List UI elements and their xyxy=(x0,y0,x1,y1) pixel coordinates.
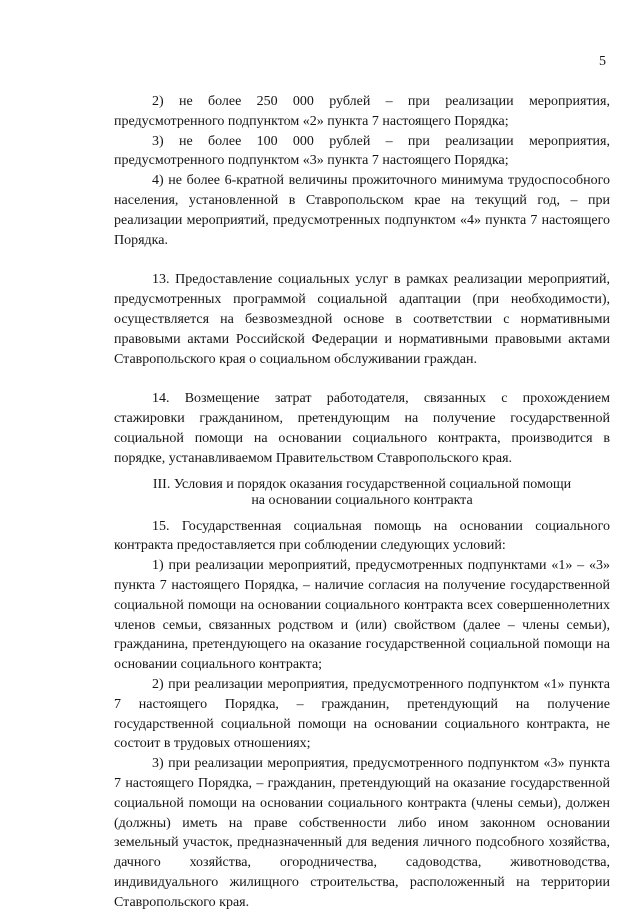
section-heading-line-2: на основании социального контракта xyxy=(251,492,473,508)
paragraph-15-item-3: 3) при реализации мероприятия, предусмотренного подпунктом «3» пункта 7 настоящего Порядка, – гражданин, претендующий на оказание государственной социальной помощи на основании социального контракта (члены семьи), должен (должны) иметь на праве собственности либо ином законном основании земельный участок, предназначенный для ведения личного подсобного хозяйства, дачного хозяйства, огородничества, садоводства, животноводства, индивидуального жилищного строительства, расположенный на территории Ставропольского края. xyxy=(114,756,610,910)
paragraph-12-item-2: 2) не более 250 000 рублей – при реализации мероприятия, предусмотренного подпунктом «2» пункта 7 настоящего Порядка; xyxy=(114,94,610,129)
spacer xyxy=(114,250,610,270)
spacer xyxy=(114,469,610,477)
spacer xyxy=(114,369,610,389)
page-number: 5 xyxy=(599,54,606,69)
paragraph-12-item-3: 3) не более 100 000 рублей – при реализации мероприятия, предусмотренного подпунктом «3» пункта 7 настоящего Порядка; xyxy=(114,133,610,169)
paragraph-12-item-4: 4) не более 6-кратной величины прожиточного минимума трудоспособного населения, установленной в Ставропольском крае на текущий год, – при реализации мероприятий, предусмотренных подпунктом «4» пункта 7 настоящего Порядка. xyxy=(114,173,610,248)
paragraph-15-item-1: 1) при реализации мероприятий, предусмотренных подпунктами «1» – «3» пункта 7 настоящего Порядка, – наличие согласия на получение государственной социальной помощи на основании социального контракта всех совершеннолетних членов семьи, связанных родством и (или) свойством (далее – члены семьи), гражданина, претендующего на оказание государственной социальной помощи на основании социального контракта; xyxy=(114,558,610,673)
document-body xyxy=(114,92,610,912)
paragraph-15: 15. Государственная социальная помощь на основании социального контракта предоставляется при соблюдении следующих условий: xyxy=(114,518,610,554)
paragraph-14: 14. Возмещение затрат работодателя, связанных с прохождением стажировки гражданином, претендующим на получение государственной социальной помощи на основании социального контракта, производится в порядке, устанавливаемом Правительством Ставропольского края. xyxy=(114,391,610,466)
paragraph-13: 13. Предоставление социальных услуг в рамках реализации мероприятий, предусмотренных программой социальной адаптации (при необходимости), осуществляется на безвозмездной основе в соответствии с нормативными правовыми актами Российской Федерации и нормативными правовыми актами Ставропольского края о социальном обслуживании граждан. xyxy=(114,272,610,367)
section-heading-line-1: III. Условия и порядок оказания государственной социальной помощи xyxy=(152,476,572,492)
paragraph-15-item-2: 2) при реализации мероприятия, предусмотренного подпунктом «1» пункта 7 настоящего Порядка, – гражданин, претендующий на получение государственной социальной помощи на основании социального контракта, не состоит в трудовых отношениях; xyxy=(114,676,610,752)
spacer xyxy=(114,509,610,517)
